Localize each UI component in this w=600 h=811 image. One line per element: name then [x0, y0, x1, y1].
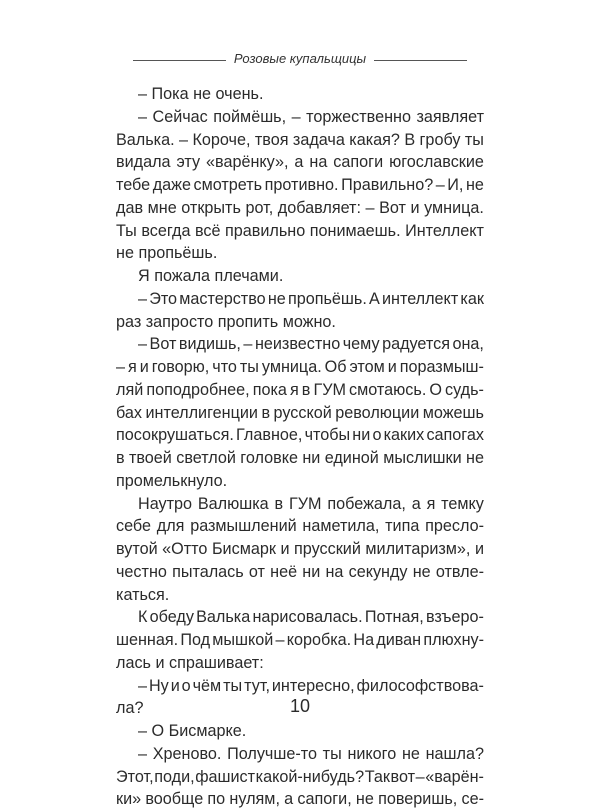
text-line: Наутро Валюшка в ГУМ побежала, а я темку	[138, 494, 484, 513]
text-line: не пропьёшь.	[116, 244, 218, 263]
text-line: К обеду Валька нарисовалась. Потная, взъеро-	[138, 608, 484, 627]
text-line: – Ну и о чём ты тут, интересно, философствова-	[138, 676, 484, 695]
text-line: себе для размышлений наметила, типа пресло-	[116, 517, 484, 536]
text-line: – Пока не очень.	[138, 85, 264, 103]
header-rule-right	[374, 60, 467, 61]
text-line: Я пожала плечами.	[138, 267, 284, 285]
text-line: – Вот видишь, – неизвестно чему радуется она,	[138, 335, 484, 354]
text-line: Этот, поди, фашист какой-нибудь? Так вот – «варён-	[116, 767, 484, 786]
running-header	[0, 50, 600, 70]
text-line: – Сейчас поймёшь, – торжественно заявляет	[138, 107, 484, 126]
text-line: ла?	[116, 699, 144, 718]
text-line: посокрушаться. Главное, чтобы ни о каких сапогах	[116, 426, 484, 445]
header-rule-left	[133, 60, 226, 61]
text-line: каться.	[116, 585, 170, 604]
text-line: – я и говорю, что ты умница. Об этом и поразмыш-	[116, 358, 484, 376]
text-line: – Хреново. Получше-то ты никого не нашла?	[138, 744, 484, 763]
text-line: ки» вообще по нулям, а сапоги, не поверишь, се-	[116, 790, 484, 809]
text-line: видала эту «варёнку», а на сапоги югославские	[116, 153, 484, 172]
text-line: дав мне открыть рот, добавляет: – Вот и умница.	[116, 198, 484, 217]
text-line: – Это мастерство не пропьёшь. А интеллект как	[138, 289, 484, 308]
text-line: промелькнуло.	[116, 471, 228, 490]
text-line: раз запросто пропить можно.	[116, 312, 336, 331]
text-line: ляй поподробнее, пока я в ГУМ смотаюсь. О судь-	[116, 380, 484, 399]
page-number: 10	[289, 696, 311, 716]
text-line: вутой «Отто Бисмарк и прусский милитаризм», и	[116, 540, 484, 558]
text-line: тебе даже смотреть противно. Правильно? – И, не	[116, 176, 484, 194]
text-line: Ты всегда всё правильно понимаешь. Интеллект	[116, 221, 484, 240]
running-title: Розовые купальщицы	[233, 51, 367, 66]
text-line: бах интеллигенции в русской революции можешь	[116, 403, 484, 422]
text-line: шенная. Под мышкой – коробка. На диван плюхну-	[116, 631, 484, 649]
text-line: честно пыталась от неё ни на секунду не отвле-	[116, 562, 484, 581]
text-line: лась и спрашивает:	[116, 653, 264, 672]
text-line: – О Бисмарке.	[138, 722, 247, 740]
text-line: Валька. – Короче, твоя задача какая? В гробу ты	[116, 130, 484, 149]
text-line: в твоей светлой головке ни единой мыслишки не	[116, 449, 484, 467]
